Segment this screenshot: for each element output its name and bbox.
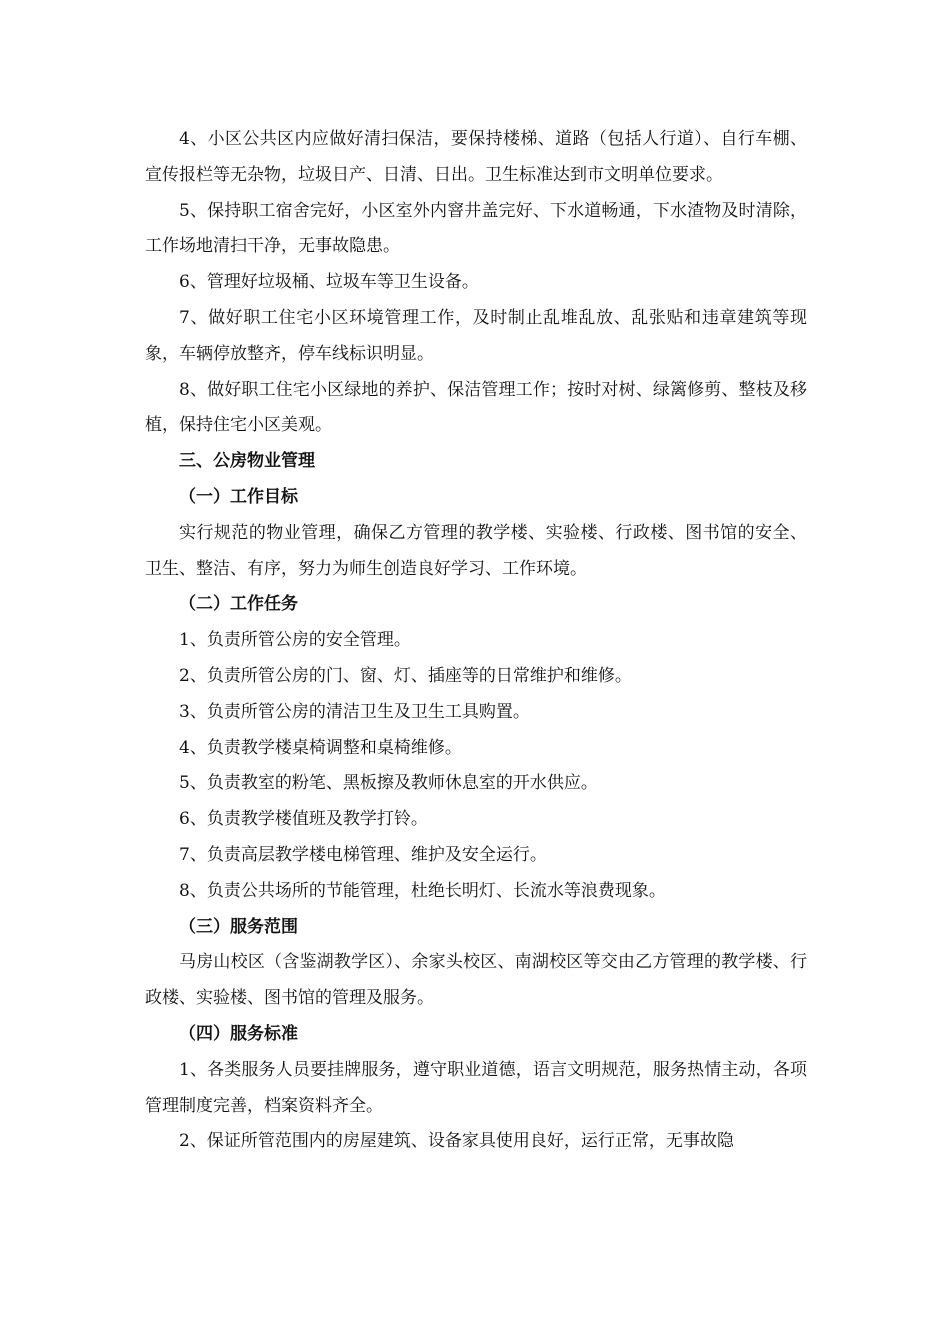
task-item-3: 3、负责所管公房的清洁卫生及卫生工具购置。	[179, 701, 530, 722]
subheading-work-tasks: （二）工作任务	[179, 594, 298, 615]
paragraph-8-greenery-maintenance: 8、做好职工住宅小区绿地的养护、保洁管理工作；按时对树、绿篱修剪、整枝及移植，保持住宅小区美观。	[145, 379, 807, 436]
task-item-4: 4、负责教学楼桌椅调整和桌椅维修。	[179, 737, 462, 758]
task-item-2: 2、负责所管公房的门、窗、灯、插座等的日常维护和维修。	[179, 665, 632, 686]
paragraph-6-sanitation-equipment: 6、管理好垃圾桶、垃圾车等卫生设备。	[179, 272, 479, 293]
task-item-7: 7、负责高层教学楼电梯管理、维护及安全运行。	[179, 844, 547, 865]
document-body	[145, 122, 807, 1160]
subheading-service-scope: （三）服务范围	[179, 916, 298, 937]
task-item-1: 1、负责所管公房的安全管理。	[179, 630, 411, 651]
task-item-5: 5、负责教室的粉笔、黑板擦及教师休息室的开水供应。	[179, 773, 598, 794]
paragraph-4-public-area-cleaning: 4、小区公共区内应做好清扫保洁，要保持楼梯、道路（包括人行道）、自行车棚、宣传报栏等无杂物，垃圾日产、日清、日出。卫生标准达到市文明单位要求。	[145, 129, 807, 185]
standard-item-1: 1、各类服务人员要挂牌服务，遵守职业道德，语言文明规范，服务热情主动，各项管理制度完善，档案资料齐全。	[145, 1059, 807, 1116]
task-item-6: 6、负责教学楼值班及教学打铃。	[179, 809, 428, 830]
subheading-service-standards: （四）服务标准	[179, 1023, 298, 1044]
subheading-work-goals: （一）工作目标	[179, 486, 298, 507]
standard-item-2: 2、保证所管范围内的房屋建筑、设备家具使用良好，运行正常，无事故隐	[179, 1131, 734, 1152]
paragraph-work-goals: 实行规范的物业管理，确保乙方管理的教学楼、实验楼、行政楼、图书馆的安全、卫生、整洁、有序，努力为师生创造良好学习、工作环境。	[145, 522, 807, 579]
section-heading-public-housing: 三、公房物业管理	[179, 451, 315, 472]
paragraph-7-environment-management: 7、做好职工住宅小区环境管理工作，及时制止乱堆乱放、乱张贴和违章建筑等现象，车辆停放整齐，停车线标识明显。	[145, 307, 807, 364]
paragraph-service-scope: 马房山校区（含鉴湖教学区）、余家头校区、南湖校区等交由乙方管理的教学楼、行政楼、实验楼、图书馆的管理及服务。	[145, 952, 807, 1009]
task-item-8: 8、负责公共场所的节能管理，杜绝长明灯、长流水等浪费现象。	[179, 880, 666, 901]
paragraph-5-dormitory-maintenance: 5、保持职工宿舍完好，小区室外内窨井盖完好、下水道畅通，下水渣物及时清除，工作场地清扫干净，无事故隐患。	[145, 200, 807, 257]
